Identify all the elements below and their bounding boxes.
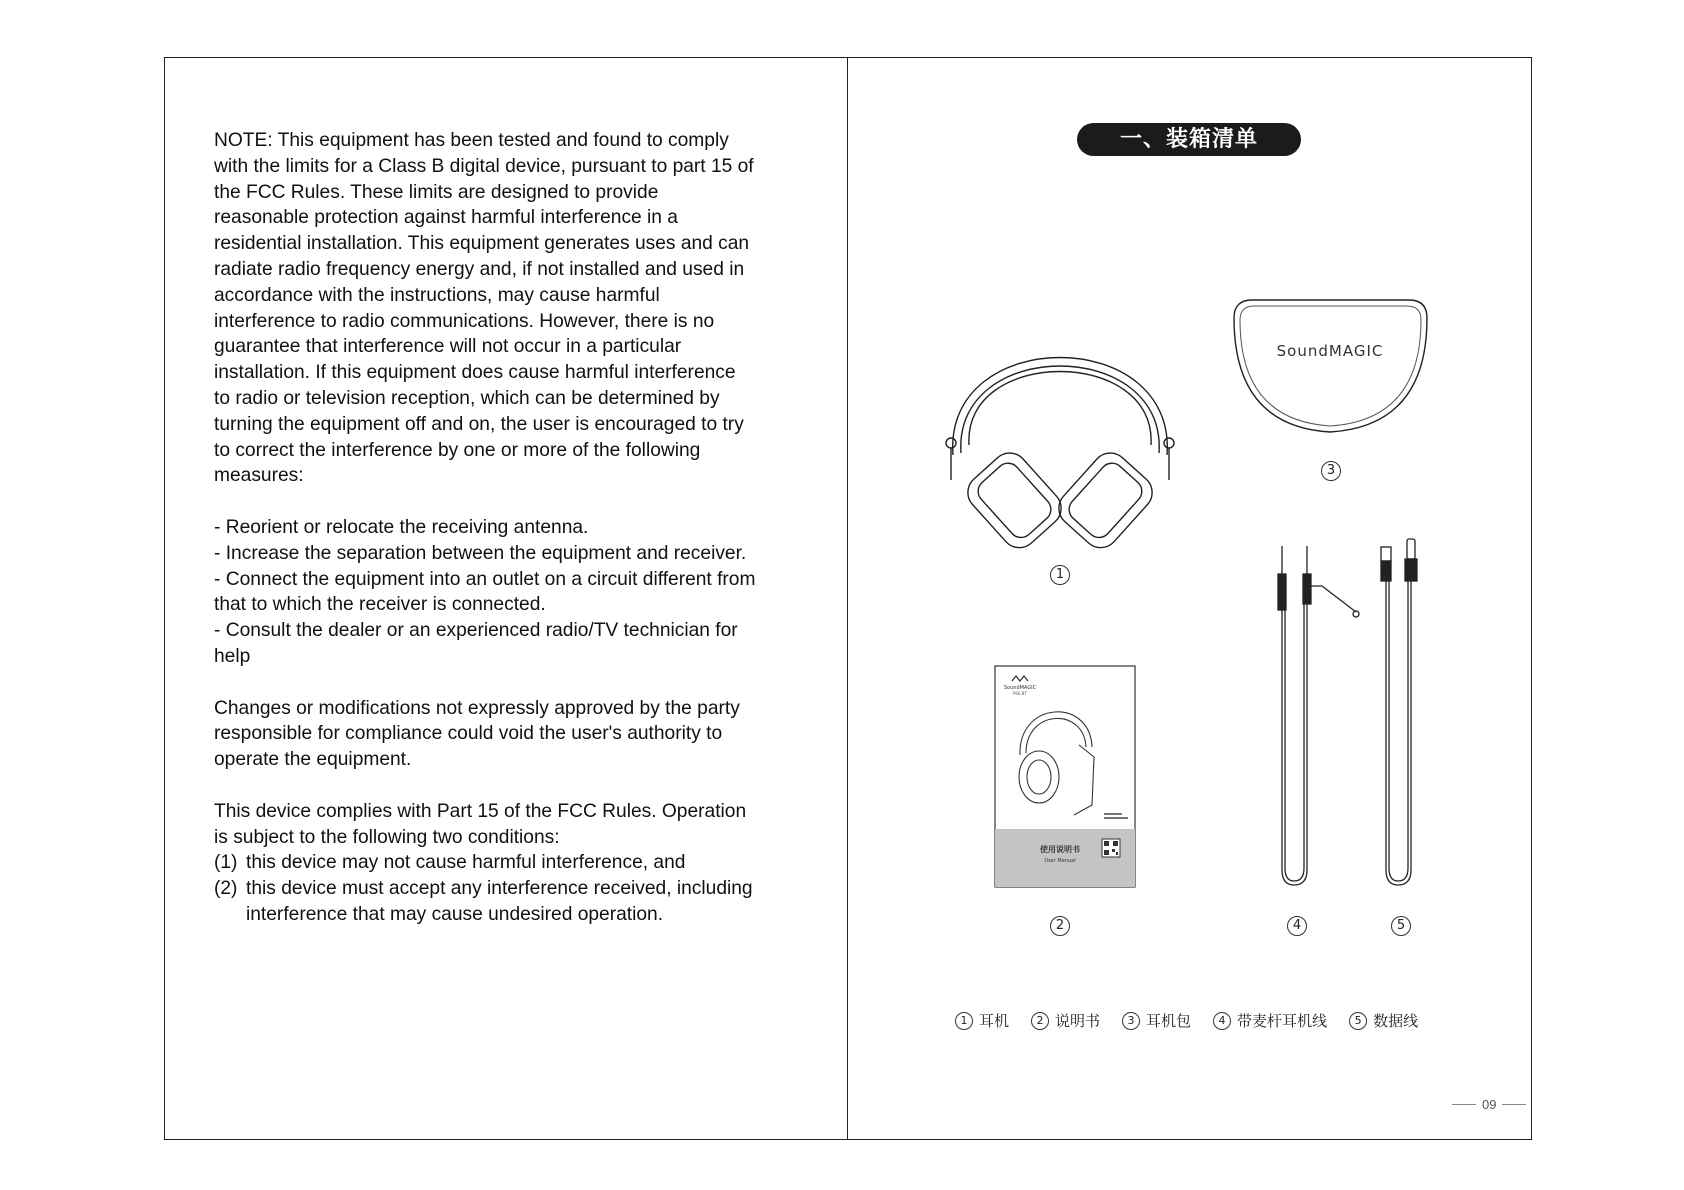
- fcc-statement: [214, 128, 814, 928]
- measure-item: - Consult the dealer or an experienced radio/TV technician for: [214, 620, 738, 642]
- legend-item: 5 数据线: [1349, 1010, 1418, 1031]
- manual-title-en: User Manual: [1044, 858, 1076, 864]
- item-number-4: 4: [1287, 914, 1307, 936]
- legend-item: 2 说明书: [1031, 1010, 1100, 1031]
- page-number: 09: [1452, 1097, 1526, 1112]
- measure-item: - Connect the equipment into an outlet on a circuit different from: [214, 568, 756, 590]
- carry-case-illustration: [1228, 296, 1433, 436]
- condition-item: (1) this device may not cause harmful interference, and: [214, 852, 686, 874]
- legend-item: 4 带麦杆耳机线: [1213, 1010, 1327, 1031]
- legend-item: 3 耳机包: [1122, 1010, 1191, 1031]
- measure-item: - Increase the separation between the equipment and receiver.: [214, 542, 747, 564]
- measure-item: help: [214, 645, 251, 667]
- legend-item: 1 耳机: [955, 1010, 1009, 1031]
- condition-item: (2) this device must accept any interference received, including interference that may cause undesired operation.: [214, 878, 753, 925]
- manual-title-cn: 使用说明书: [1040, 845, 1080, 854]
- page-divider: [847, 57, 848, 1140]
- usb-cable-illustration: [1375, 535, 1425, 890]
- measure-item: that to which the receiver is connected.: [214, 594, 546, 616]
- manual-model-text: P60 BT: [1013, 691, 1027, 696]
- package-contents-legend: [955, 1010, 1418, 1031]
- section-title-banner: 一、装箱清单: [1077, 123, 1301, 156]
- item-number-1: 1: [1050, 563, 1070, 585]
- item-number-3: 3: [1321, 459, 1341, 481]
- note-paragraph: NOTE: This equipment has been tested and found to comply with the limits for a Class B digital device, pursuant to part 15 of the FCC Rules. These limits are designed to provide reasonable protection against harmful interference in a residential installation. This equipment generates uses and can radiate radio frequency energy and, if not installed and used in accordance with the instructions, may cause harmful interference to radio communications. However, there is no guarantee that interference will not occur in a particular installation. If this equipment does cause harmful interference to radio or television reception, which can be determined by turning the equipment off and on, the user is encouraged to try to correct the interference by one or more of the following measures:: [214, 130, 754, 487]
- case-brand-text: SoundMAGIC: [1276, 342, 1384, 360]
- mic-cable-illustration: [1270, 540, 1360, 890]
- changes-paragraph: Changes or modifications not expressly approved by the party responsible for compliance could void the user's authority to operate the equipment.: [214, 697, 740, 771]
- compliance-paragraph: This device complies with Part 15 of the FCC Rules. Operation is subject to the following two conditions: (1) this device may not cause harmful interference, and (2) this device must accept any interference received, including interference that may cause undesired operation.: [214, 799, 814, 928]
- manual-brand-text: SoundMAGIC: [1003, 685, 1037, 691]
- measure-item: - Reorient or relocate the receiving antenna.: [214, 516, 589, 538]
- item-number-2: 2: [1050, 914, 1070, 936]
- measures-list: [214, 515, 814, 670]
- headphones-illustration: [935, 285, 1185, 560]
- user-manual-illustration: [994, 665, 1136, 888]
- item-number-5: 5: [1391, 914, 1411, 936]
